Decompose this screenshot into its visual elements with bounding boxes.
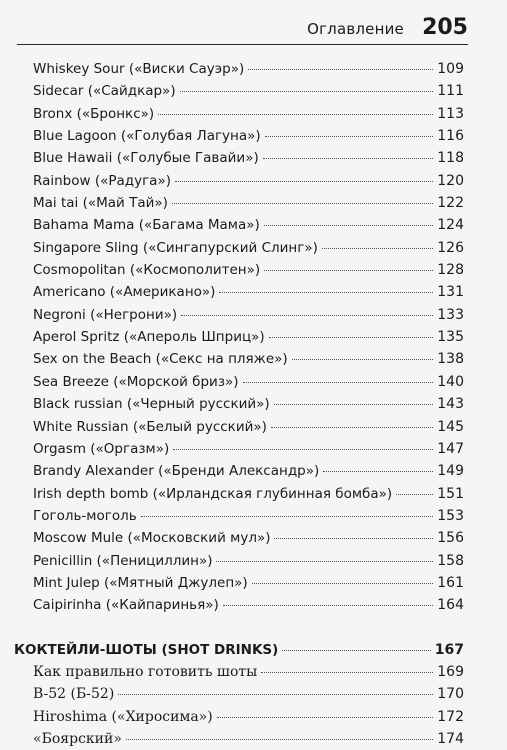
toc-entry-page: 135: [437, 329, 464, 346]
dot-leader: [223, 605, 433, 606]
dot-leader: [263, 158, 434, 159]
dot-leader: [265, 136, 434, 137]
toc-entry-title: Sex on the Beach («Секс на пляже»): [33, 351, 288, 368]
toc-entry-title: White Russian («Белый русский»): [33, 418, 267, 435]
toc-section-page: 167: [434, 641, 464, 658]
toc-entry-title: Bahama Mama («Багама Мама»): [33, 217, 260, 234]
toc-entry-page: 120: [437, 172, 464, 189]
dot-leader: [323, 471, 433, 472]
toc-entry-title: Orgasm («Оргазм»): [33, 440, 170, 457]
dot-leader: [271, 427, 433, 428]
toc-entry[interactable]: [33, 550, 464, 572]
toc-entry-page: 138: [437, 351, 464, 368]
dot-leader: [269, 337, 434, 338]
toc-entry-page: 143: [437, 396, 464, 413]
dot-leader: [158, 114, 433, 115]
page-header: [17, 0, 468, 45]
toc-entry-title: Mint Julep («Мятный Джулеп»): [33, 574, 248, 591]
toc-entry[interactable]: [33, 348, 464, 370]
dot-leader: [118, 694, 433, 695]
toc-entry-page: 153: [437, 507, 464, 524]
toc-entry-title: Brandy Alexander («Бренди Александр»): [33, 463, 320, 480]
toc-entry-title: Bronx («Бронкс»): [33, 105, 155, 122]
toc-entry-page: 133: [437, 306, 464, 323]
toc-entry[interactable]: [33, 594, 464, 616]
toc-entry-title: Sea Breeze («Морской бриз»): [33, 373, 239, 390]
dot-leader: [264, 225, 433, 226]
dot-leader: [252, 583, 434, 584]
toc-entry-page: 151: [437, 485, 464, 502]
toc-entry[interactable]: [33, 103, 464, 125]
toc-entry-title: Whiskey Sour («Виски Сауэр»): [33, 61, 245, 77]
page-number: 205: [422, 15, 468, 40]
toc-entry[interactable]: [33, 572, 464, 594]
toc-entry[interactable]: [33, 192, 464, 214]
dot-leader: [292, 359, 434, 360]
toc-entry-page: 131: [437, 284, 464, 301]
toc-entry-title: Cosmopolitan («Космополитен»): [33, 262, 261, 279]
toc-entry[interactable]: [33, 505, 464, 527]
toc-entry[interactable]: [33, 237, 464, 259]
toc-entry[interactable]: [33, 706, 464, 728]
toc-entry[interactable]: [33, 326, 464, 348]
toc-entry[interactable]: [33, 147, 464, 169]
toc-entry-title: Blue Hawaii («Голубые Гавайи»): [33, 150, 259, 167]
toc-entry-title: Singapore Sling («Сингапурский Слинг»): [33, 239, 318, 256]
toc-entry[interactable]: [33, 304, 464, 326]
toc-entry-page: 170: [437, 686, 464, 703]
dot-leader: [126, 739, 433, 740]
toc-entry-page: 156: [437, 530, 464, 547]
toc-entry[interactable]: [33, 125, 464, 147]
toc-entry[interactable]: [33, 80, 464, 102]
dot-leader: [274, 538, 433, 539]
dot-leader: [248, 69, 433, 70]
table-of-contents: [14, 58, 464, 750]
toc-entry-page: 111: [437, 83, 464, 100]
toc-entry-page: 172: [437, 708, 464, 725]
toc-entry-title: Black russian («Черный русский»): [33, 396, 270, 413]
toc-entry-title: Americano («Американо»): [33, 284, 216, 301]
toc-entry[interactable]: [33, 527, 464, 549]
dot-leader: [396, 494, 433, 495]
toc-entry-title: Mai tai («Май Тай»): [33, 195, 168, 212]
toc-section-entries: [33, 661, 464, 750]
dot-leader: [219, 292, 433, 293]
toc-section-title: КОКТЕЙЛИ-ШОТЫ (SHOT DRINKS): [14, 641, 279, 658]
dot-leader: [243, 382, 434, 383]
toc-entry-page: 109: [437, 61, 464, 77]
dot-leader: [282, 650, 430, 651]
toc-entry-page: 118: [437, 150, 464, 167]
toc-entry[interactable]: [33, 683, 464, 705]
toc-entry-title: Rainbow («Радуга»): [33, 172, 171, 189]
toc-entry-title: Hiroshima («Хиросима»): [33, 708, 213, 725]
toc-entry[interactable]: [33, 393, 464, 415]
toc-entry-title: Как правильно готовить шоты: [33, 663, 258, 680]
toc-entry-page: 122: [437, 195, 464, 212]
toc-entry-page: 145: [437, 418, 464, 435]
toc-entry[interactable]: [33, 259, 464, 281]
toc-entry[interactable]: [33, 460, 464, 482]
section-gap: [33, 617, 464, 639]
toc-entry[interactable]: [33, 728, 464, 750]
toc-entry[interactable]: [33, 58, 464, 80]
dot-leader: [173, 449, 433, 450]
toc-entry[interactable]: [33, 170, 464, 192]
toc-entry-page: 147: [437, 440, 464, 457]
toc-entry-title: Sidecar («Сайдкар»): [33, 83, 176, 100]
dot-leader: [175, 181, 433, 182]
dot-leader: [141, 516, 434, 517]
toc-entry-page: 174: [437, 730, 464, 747]
toc-entry-page: 161: [437, 574, 464, 591]
toc-entry-page: 113: [437, 105, 464, 122]
dot-leader: [217, 717, 434, 718]
toc-entry-title: Irish depth bomb («Ирландская глубинная бомба»): [33, 485, 393, 502]
toc-entry[interactable]: [33, 416, 464, 438]
dot-leader: [322, 248, 433, 249]
toc-entry[interactable]: [33, 281, 464, 303]
toc-entry-title: Caipirinha («Кайпаринья»): [33, 597, 219, 614]
toc-section-heading[interactable]: [14, 639, 464, 661]
dot-leader: [216, 561, 433, 562]
toc-entry-page: 169: [437, 663, 464, 680]
dot-leader: [264, 270, 433, 271]
toc-entry[interactable]: [33, 661, 464, 683]
dot-leader: [261, 672, 433, 673]
toc-entry-page: 164: [437, 597, 464, 614]
toc-entry-title: Penicillin («Пенициллин»): [33, 552, 213, 569]
toc-entry-page: 126: [437, 239, 464, 256]
toc-entry-title: «Боярский»: [33, 730, 122, 747]
dot-leader: [180, 91, 434, 92]
toc-entry[interactable]: [33, 371, 464, 393]
toc-entry-page: 124: [437, 217, 464, 234]
dot-leader: [274, 404, 434, 405]
toc-entry[interactable]: [33, 214, 464, 236]
toc-entry-title: Aperol Spritz («Апероль Шприц»): [33, 329, 265, 346]
toc-entry-title: Negroni («Негрони»): [33, 306, 178, 323]
toc-entry-title: Blue Lagoon («Голубая Лагуна»): [33, 128, 261, 145]
running-title: Оглавление: [307, 20, 404, 38]
toc-entry-page: 149: [437, 463, 464, 480]
toc-entry-page: 140: [437, 373, 464, 390]
toc-entry-title: B-52 (Б-52): [33, 686, 115, 703]
toc-entry-page: 116: [437, 128, 464, 145]
dot-leader: [181, 315, 433, 316]
toc-entry-page: 128: [437, 262, 464, 279]
toc-entry-title: Moscow Mule («Московский мул»): [33, 530, 271, 547]
toc-entry-page: 158: [437, 552, 464, 569]
toc-entries: [33, 58, 464, 617]
toc-entry[interactable]: [33, 438, 464, 460]
toc-entry-title: Гоголь-моголь: [33, 507, 137, 524]
toc-entry[interactable]: [33, 483, 464, 505]
dot-leader: [172, 203, 433, 204]
